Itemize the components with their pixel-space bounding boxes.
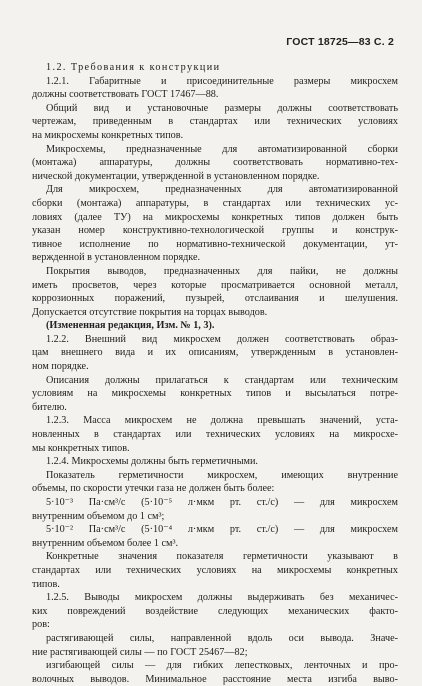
text-line: Микросхемы, предназначенные для автоматизированной сборки	[46, 143, 398, 155]
text-line: мы конкретных типов.	[32, 442, 130, 454]
page-header: ГОСТ 18725—83 С. 2	[286, 36, 394, 48]
text-line: типов.	[32, 578, 60, 590]
text-line: тивное исполнение по нормативно-технической документации, ут-	[32, 238, 398, 250]
text-line: вержденной в установленном порядке.	[32, 252, 201, 264]
text-line: сборки (монтажа) аппаратуры, в стандартах или технических ус-	[32, 197, 398, 209]
text-line: объемы, по скорости утечки газа не должен быть более:	[32, 483, 275, 495]
text-line: 1.2. Требования к конструкции	[46, 62, 221, 73]
text-line: ких повреждений воздействие следующих механических факто-	[32, 605, 398, 617]
document-body	[32, 61, 398, 686]
text-line: изгибающей силы — для гибких лепестковых, ленточных и про-	[46, 660, 398, 672]
text-line: (Измененная редакция, Изм. № 1, 3).	[46, 320, 215, 332]
text-line: 1.2.4. Микросхемы должны быть герметичными.	[46, 456, 258, 468]
text-line: растягивающей силы, направленной вдоль оси вывода. Значе-	[46, 632, 398, 644]
text-line: новленных в стандартах или технических условиях на микросхе-	[32, 429, 398, 441]
text-line: стандартах или технических условиях на микросхемы конкретных	[32, 564, 398, 576]
text-line: на микросхемы конкретных типов.	[32, 129, 184, 141]
text-line: 5·10⁻³ Па·см³/с (5·10⁻⁵ л·мкм рт. ст./с) — для микросхем	[46, 497, 398, 508]
text-line: волочных выводов. Минимальное расстояние места изгиба выво-	[32, 673, 398, 685]
text-line: 1.2.5. Выводы микросхем должны выдерживать без механичес-	[46, 592, 398, 604]
text-line: чертежам, приведенным в стандартах или технических условиях	[32, 116, 398, 128]
text-line: Для микросхем, предназначенных для автоматизированной	[46, 184, 398, 196]
text-line: коррозионных поражений, пузырей, отслаивания и шелушения.	[32, 293, 398, 305]
text-line: ние растягивающей силы — по ГОСТ 25467—82;	[32, 646, 248, 658]
text-line: Допускается отсутствие покрытия на торцах выводов.	[32, 306, 268, 318]
text-line: 1.2.2. Внешний вид микросхем должен соответствовать образ-	[46, 333, 398, 345]
text-line: нической документации, утвержденной в установленном порядке.	[32, 170, 320, 182]
text-line: указан номер конструктивно-технологической группы и конструк-	[32, 225, 398, 237]
text-line: должны соответствовать ГОСТ 17467—88.	[32, 89, 219, 101]
text-line: условиям на микросхемы конкретных типов и высылаться потре-	[32, 388, 398, 400]
text-line: Описания должны прилагаться к стандартам или техническим	[46, 374, 398, 386]
text-line: Общий вид и установочные размеры должны соответствовать	[46, 102, 398, 114]
text-line: (монтажа) аппаратуры, должны соответствовать нормативно-тех-	[32, 157, 398, 169]
text-line: ров:	[32, 619, 50, 631]
text-line: иметь просветов, через которые просматривается основной металл,	[32, 279, 398, 291]
text-line: Конкретные значения показателя герметичности указывают в	[46, 551, 398, 563]
text-line: ном порядке.	[32, 361, 89, 373]
text-line: ловиях (далее ТУ) на микросхемы конкретных типов должен быть	[32, 211, 398, 223]
text-line: внутренним объемом более 1 см³.	[32, 537, 179, 549]
text-line: Показатель герметичности микросхем, имеющих внутренние	[46, 469, 398, 481]
text-line: цам внешнего вида и их описаниям, утвержденным в установлен-	[32, 347, 398, 359]
text-line: бителю.	[32, 401, 67, 413]
text-line: 1.2.1. Габаритные и присоединительные размеры микросхем	[46, 75, 398, 87]
text-line: внутренним объемом до 1 см³;	[32, 510, 165, 522]
text-line: 1.2.3. Масса микросхем не должна превышать значений, уста-	[46, 415, 398, 427]
text-line: Покрытия выводов, предназначенных для пайки, не должны	[46, 265, 398, 277]
text-line: 5·10⁻² Па·см³/с (5·10⁻⁴ л·мкм рт. ст./с) — для микросхем	[46, 524, 398, 536]
